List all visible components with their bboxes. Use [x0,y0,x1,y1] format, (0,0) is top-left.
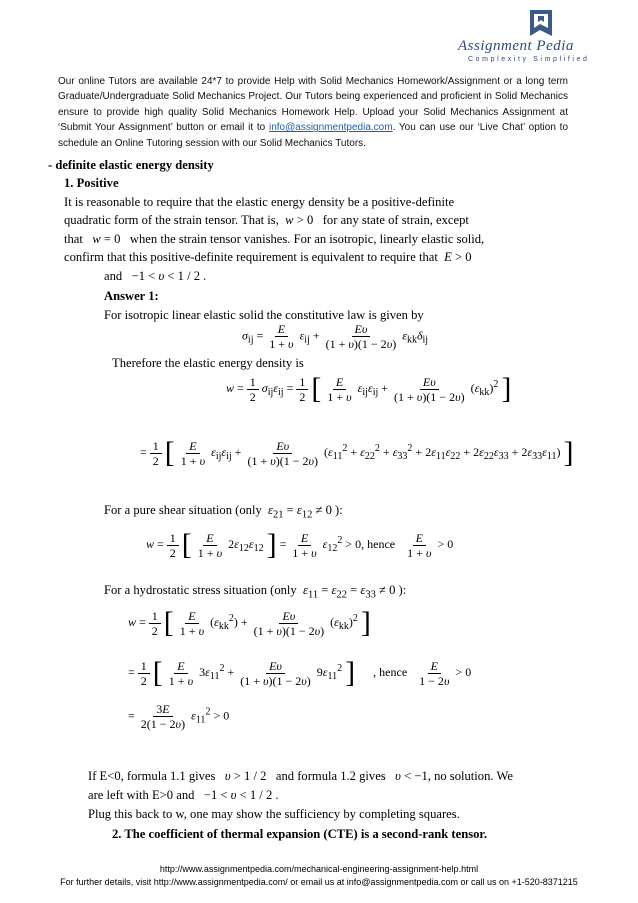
hydro-line: For a hydrostatic stress situation (only $\varepsilon_{11} = \varepsilon_{22} = \varepsilon_{33} \ne 0$ ): [104,583,407,601]
answer-line-1: For isotropic linear elastic solid the constitutive law is given by [104,308,424,322]
section-title: - definite elastic energy density [48,158,214,172]
hydro-equation-1: w = $\frac{1}{2}$ [ $\frac{E}{1 + \upsilon}$ $(\varepsilon_{kk}^2)$ + $\frac{E\upsilon}{(1 + \upsilon)(1 - 2\upsilon)}$ $(\varepsilon_{kk})^2$ ] [128,606,371,639]
answer-title: Answer 1: [104,289,159,303]
intro-paragraph [58,74,568,151]
item-1-title: 1. Positive [64,176,119,190]
therefore-line: Therefore the elastic energy density is [112,356,304,370]
footer-contact: For further details, visit http://www.assignmentpedia.com/ or email us at info@assignmentpedia.com or call us on +1-520-8371215 [60,877,578,887]
energy-equation-expanded: = $\frac{1}{2}$ [ $\frac{E}{1 + \upsilon}$ $\varepsilon_{ij}\varepsilon_{ij}$ + $\frac{E\upsilon}{(1 + \upsilon)(1 - 2\upsilon)}$ $(\varepsilon_{11}^2 + \varepsilon_{22}^2 + \varepsilon_{33}^2 + 2\varepsilon_{11}\varepsilon_{22} + 2\varepsilon_{22}\varepsilon_{33} + 2\varepsilon_{33}\varepsilon_{11})$ ] [140,436,574,469]
logo-tagline: Complexity Simplified [468,56,590,63]
assignmentpedia-logo [440,6,630,68]
para-line-3: that w = 0 when the strain tensor vanishes. For an isotropic, linearly elastic solid, [64,232,485,246]
para-line-5: and −1 < υ < 1 / 2 . [104,269,207,283]
item-2-title: 2. The coefficient of thermal expansion (CTE) is a second-rank tensor. [112,827,488,841]
conclusion-line-2: are left with E>0 and −1 < υ < 1 / 2 . [88,788,279,802]
constitutive-equation: $\sigma_{ij}$ = $\frac{E}{1 + \upsilon}$ $\varepsilon_{ij}$ + $\frac{E\upsilon}{(1 + \upsilon)(1 - 2\upsilon)}$ $\varepsilon_{kk}\delta_{ij}$ [242,322,429,351]
para-line-1: It is reasonable to require that the elastic energy density be a positive-definite [64,195,455,209]
para-line-2: quadratic form of the strain tensor. That is, w > 0 for any state of strain, except [64,213,469,227]
conclusion-line-1: If E<0, formula 1.1 gives υ > 1 / 2 and formula 1.2 gives υ < −1, no solution. We [88,769,513,783]
intro-text-tail: . You can use our ‘Live Chat’ option to schedule an Online Tutoring session with our Solid Mechanics Tutors. [58,122,569,149]
shear-equation: w = $\frac{1}{2}$ [ $\frac{E}{1 + \upsilon}$ $2\varepsilon_{12}\varepsilon_{12}$ ] = $\frac{E}{1 + \upsilon}$ $\varepsilon_{12}^2 > 0$, hence $\frac{E}{1 + \upsilon}$ > 0 [146,528,454,561]
energy-equation-1: w = $\frac{1}{2}$ $\sigma_{ij}\varepsilon_{ij}$ = $\frac{1}{2}$ [ $\frac{E}{1 + \upsilon}$ $\varepsilon_{ij}\varepsilon_{ij}$ + $\frac{E\upsilon}{(1 + \upsilon)(1 - 2\upsilon)}$ $(\varepsilon_{kk})^2$ ] [226,372,512,405]
logo-brand-text: Assignment Pedia [458,38,574,54]
intro-text: Our online Tutors are available 24*7 to provide Help with Solid Mechanics Homework/Assignment or a long term Graduate/Undergraduate Solid Mechanics Project. Our Tutors being experienced and proficient in Solid Mechanics ensure to provide high quality Solid Mechanics Homework Help. Upload your Solid Mechanics Assignment at ‘Submit Your Assignment’ button or email it to [58,76,568,134]
email-link[interactable]: info@assignmentpedia.com [269,122,393,134]
conclusion-line-3: Plug this back to w, one may show the sufficiency by completing squares. [88,807,460,821]
footer-url[interactable]: http://www.assignmentpedia.com/mechanical-engineering-assignment-help.html [159,864,479,874]
shear-line: For a pure shear situation (only $\varepsilon_{21} = \varepsilon_{12} \ne 0$ ): [104,503,343,521]
hydro-equation-3: = $\frac{3E}{2(1 - 2\upsilon)}$ $\varepsilon_{11}^2 > 0$ [128,702,230,731]
hydro-equation-2: = $\frac{1}{2}$ [ $\frac{E}{1 + \upsilon}$ $3\varepsilon_{11}^2$ + $\frac{E\upsilon}{(1 + \upsilon)(1 - 2\upsilon)}$ $9\varepsilon_{11}^2$ ] , hence $\frac{E}{1 - 2\upsilon}$ > 0 [128,656,472,689]
para-line-4: confirm that this positive-definite requirement is equivalent to require that E > 0 [64,250,472,264]
